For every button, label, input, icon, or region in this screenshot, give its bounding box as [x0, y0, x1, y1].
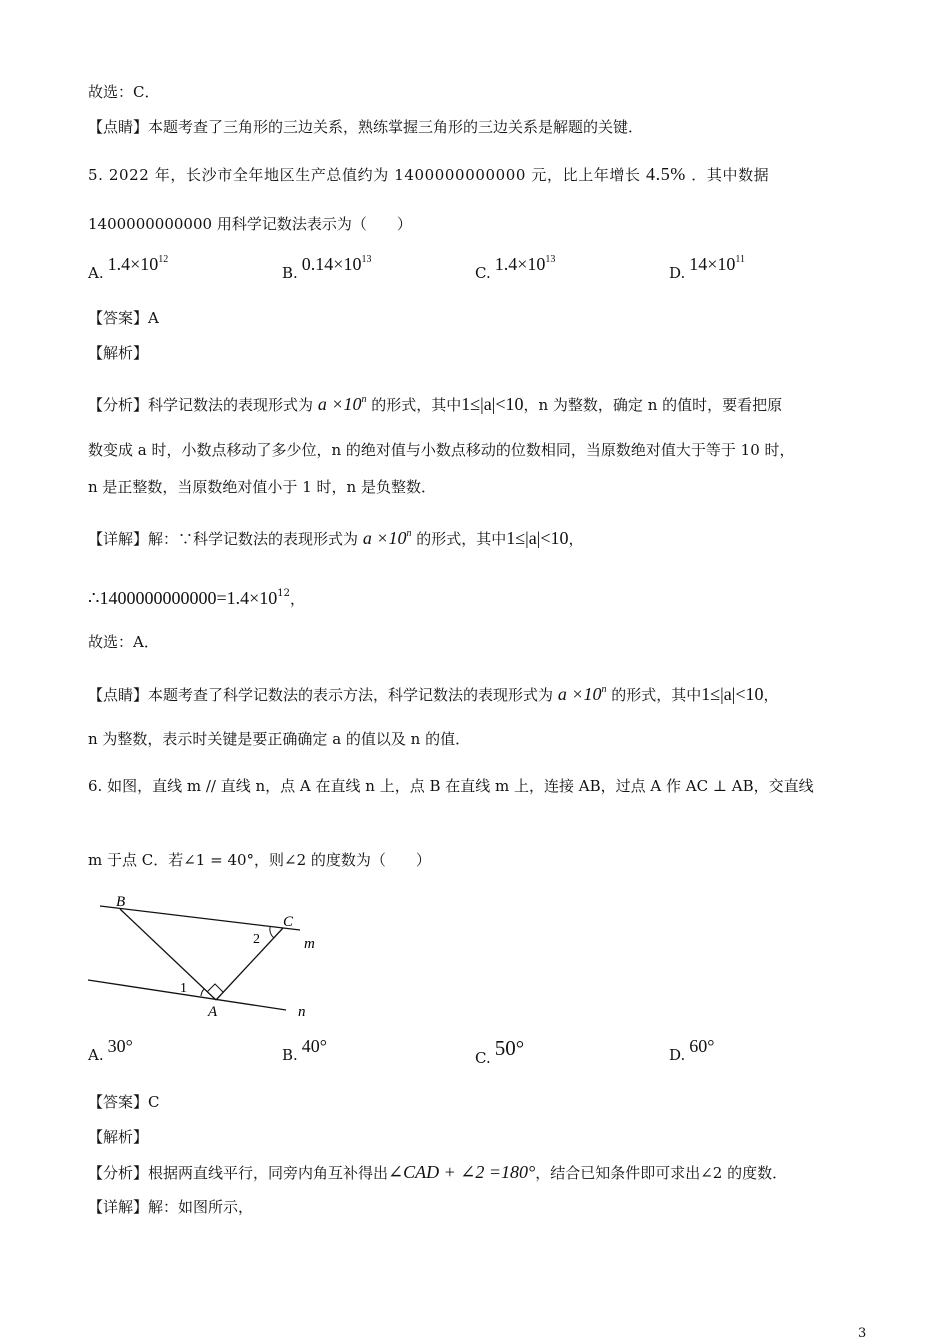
answer-tag: 【答案】: [88, 309, 149, 327]
inequality: 1≤|a|<10: [506, 528, 569, 548]
q6-fenxi: 【分析】根据两直线平行，同旁内角互补得出∠CAD + ∠2 =180°，结合已知条件即可求出∠2 的度数．: [88, 1162, 788, 1182]
option-label: B.: [282, 264, 298, 282]
detail-tag: 【详解】: [88, 530, 149, 548]
sci-form: $a \times 10^n$: [362, 528, 412, 548]
label-2: 2: [253, 932, 260, 947]
option-value: 60°: [689, 1036, 715, 1056]
page-number: 3: [858, 1326, 867, 1341]
prev-comment: [88, 117, 643, 137]
label-m: m: [304, 936, 315, 952]
q5-option-c: [475, 254, 556, 283]
q6-figure: [80, 888, 340, 1023]
q5-comment-line1: 【点睛】本题考查了科学记数法的表示方法，科学记数法的表现形式为 $a \times 10^n$ 的形式，其中1≤|a|<10，: [88, 684, 779, 704]
q5-answer: [88, 308, 159, 328]
option-value: $0.14\times 10^{13}$: [301, 254, 372, 274]
q6-option-c: [475, 1036, 525, 1069]
answer-value: A: [148, 309, 159, 327]
sci-form: $a \times 10^n$: [557, 684, 607, 704]
q5-growth: 4.5%: [646, 164, 686, 184]
angle-1-arc: [201, 989, 204, 996]
q6-stem-line2: m 于点 C．若∠1 = 40°，则∠2 的度数为（ ）: [88, 851, 431, 869]
answer-value: C: [148, 1093, 160, 1111]
q5-detail-line1: 【详解】解：∵科学记数法的表现形式为 $a \times 10^n$ 的形式，其中1≤|a|<10，: [88, 528, 584, 548]
q6-analysis-tag: 【解析】: [88, 1128, 149, 1146]
q6-option-d: [669, 1036, 715, 1065]
answer-tag: 【答案】: [88, 1093, 149, 1111]
q5-option-b: [282, 254, 372, 283]
q5-analysis-tag: 【解析】: [88, 344, 149, 362]
label-a: A: [208, 1004, 218, 1020]
q5-stem-part-a: 5. 2022 年，长沙市全年地区生产总值约为 1400000000000 元，比上年增长: [88, 166, 641, 184]
option-value: 30°: [107, 1036, 133, 1056]
option-label: D.: [669, 264, 686, 282]
segment-ba: [120, 909, 216, 1000]
q5-choice: 故选：A．: [88, 633, 159, 651]
comment-tag: 【点睛】: [88, 686, 149, 704]
q6-answer: [88, 1092, 160, 1112]
angle-2-arc: [270, 927, 274, 938]
option-label: B.: [282, 1046, 298, 1064]
q5-stem-line1: [88, 164, 769, 185]
comment-tag: 【点睛】: [88, 118, 149, 136]
q5-fenxi-line1: 【分析】科学记数法的表现形式为 $a \times 10^n$ 的形式，其中1≤|a|<10，n 为整数，确定 n 的值时，要看把原: [88, 394, 783, 414]
q5-fenxi-line3: n 是正整数，当原数绝对值小于 1 时，n 是负整数．: [88, 478, 436, 496]
line-n: [88, 980, 286, 1010]
option-label: D.: [669, 1046, 686, 1064]
q6-stem-line1: 6. 如图，直线 m // 直线 n，点 A 在直线 n 上，点 B 在直线 m 上，连接 AB，过点 A 作 AC ⊥ AB，交直线: [88, 777, 814, 795]
fenxi-tag: 【分析】: [88, 1164, 149, 1182]
q5-stem-part-b: ．其中数据: [691, 166, 770, 184]
sci-form: $a \times 10^n$: [317, 394, 367, 414]
segment-ac: [216, 928, 283, 1000]
inequality: 1≤|a|<10: [461, 394, 524, 414]
q5-comment-line2: n 为整数，表示时关键是要正确确定 a 的值以及 n 的值．: [88, 730, 471, 748]
fenxi-tag: 【分析】: [88, 396, 149, 414]
option-label: A.: [88, 1046, 104, 1064]
angle-equation: ∠CAD + ∠2 =180°: [388, 1162, 536, 1182]
label-c: C: [283, 914, 294, 930]
option-label: C.: [475, 264, 491, 282]
q5-stem-line2: 1400000000000 用科学记数法表示为（ ）: [88, 215, 412, 233]
q5-therefore: $\therefore 1400000000000=1.4\times 10^{12}$，: [88, 588, 306, 608]
option-value: 50°: [494, 1036, 525, 1060]
option-value: $1.4\times 10^{12}$: [107, 254, 169, 274]
comment-text: 本题考查了三角形的三边关系，熟练掌握三角形的三边关系是解题的关键．: [148, 118, 644, 136]
label-n: n: [298, 1004, 306, 1020]
inequality: 1≤|a|<10: [701, 684, 764, 704]
option-label: C.: [475, 1049, 491, 1067]
option-value: $14\times 10^{11}$: [689, 254, 746, 274]
right-angle-mark: [207, 984, 223, 992]
prev-choice: 故选：C．: [88, 83, 160, 101]
option-value: $1.4\times 10^{13}$: [494, 254, 556, 274]
label-b: B: [116, 894, 126, 910]
option-value: 40°: [301, 1036, 327, 1056]
q5-option-a: [88, 254, 169, 283]
q5-fenxi-line2: 数变成 a 时，小数点移动了多少位，n 的绝对值与小数点移动的位数相同，当原数绝对值大于等于 10 时，: [88, 441, 795, 459]
q6-option-a: [88, 1036, 133, 1065]
q6-detail: 【详解】解：如图所示，: [88, 1198, 254, 1216]
q6-option-b: [282, 1036, 327, 1065]
detail-tag: 【详解】: [88, 1198, 149, 1216]
option-label: A.: [88, 264, 104, 282]
label-1: 1: [180, 981, 187, 996]
q5-option-d: [669, 254, 746, 283]
